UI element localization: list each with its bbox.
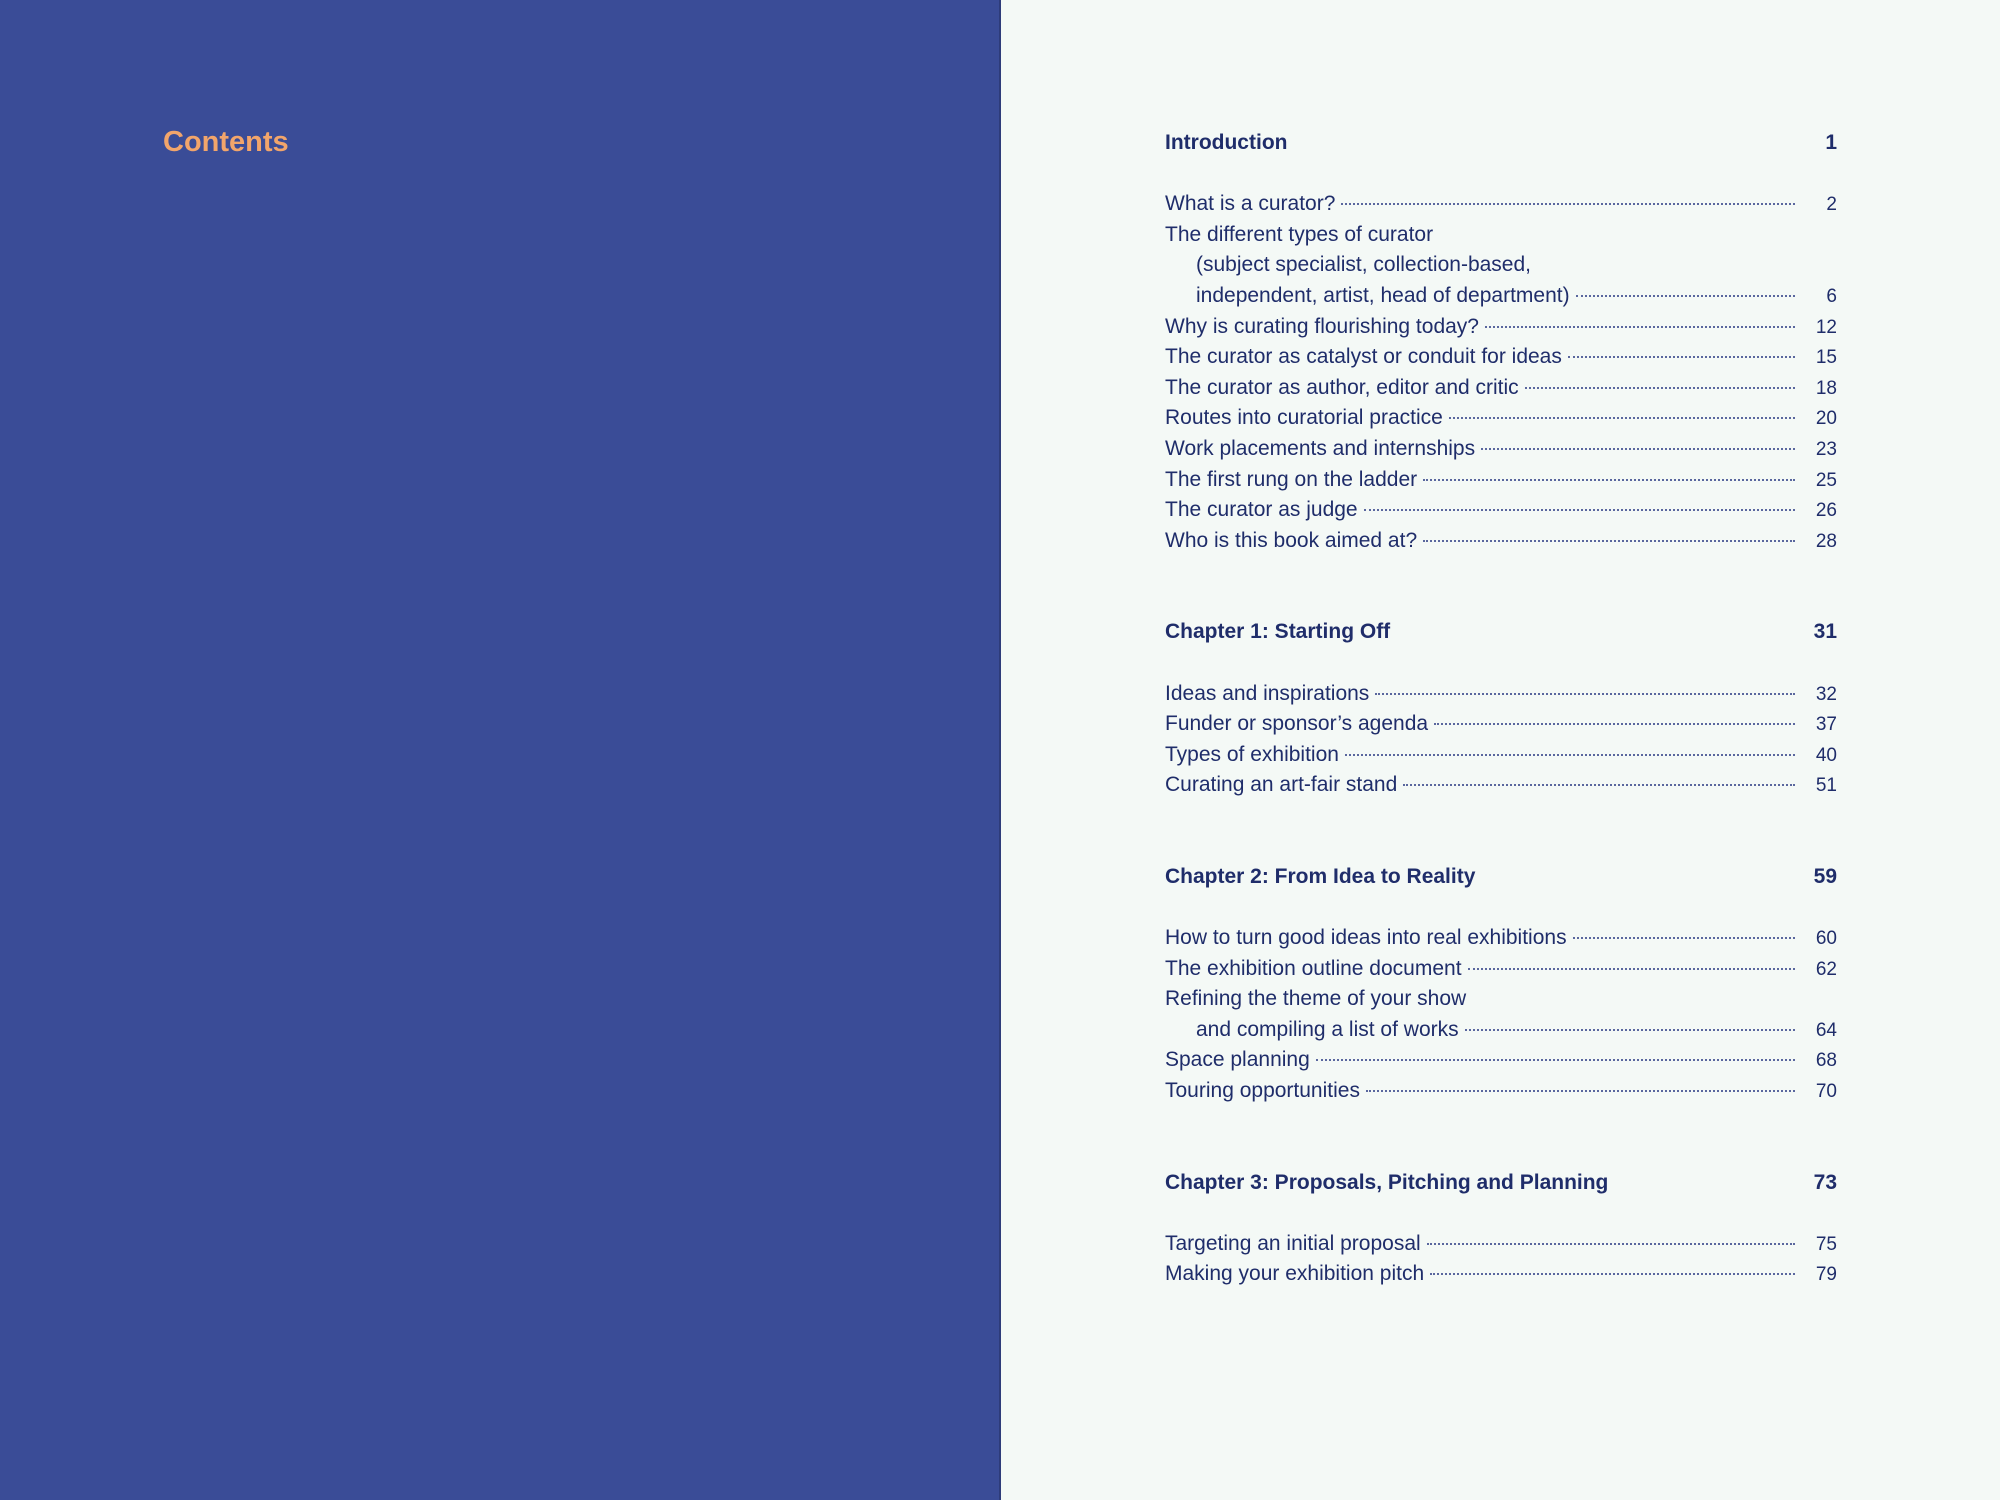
section-gap: [1165, 1107, 1837, 1168]
toc-entry-text: and compiling a list of works: [1196, 1017, 1459, 1041]
dot-leader: [1576, 295, 1795, 297]
chapter-page-number: 31: [1813, 620, 1837, 644]
toc-page-number: 75: [1815, 1233, 1837, 1255]
toc-page-number: 2: [1826, 194, 1837, 216]
dot-leader: [1423, 479, 1795, 481]
toc-entry[interactable]: [1165, 189, 1837, 220]
toc-entry-text: Ideas and inspirations: [1165, 681, 1370, 705]
toc-page-number: 70: [1815, 1081, 1837, 1103]
toc-entry[interactable]: [1165, 709, 1837, 740]
toc-entry[interactable]: [1165, 220, 1837, 251]
dot-leader: [1375, 693, 1795, 695]
toc-entry-text: Curating an art-fair stand: [1165, 773, 1398, 797]
dot-leader: [1316, 1059, 1795, 1061]
dot-leader: [1468, 968, 1795, 970]
toc-entry-text: The different types of curator: [1165, 222, 1434, 246]
dot-leader: [1525, 387, 1795, 389]
toc-entry-text: Why is curating flourishing today?: [1165, 314, 1479, 338]
toc-page-number: 40: [1815, 744, 1837, 766]
toc-entry-text: The exhibition outline document: [1165, 956, 1462, 980]
chapter-title: Introduction: [1165, 131, 1288, 154]
dot-leader: [1481, 448, 1795, 450]
dot-leader: [1366, 1090, 1795, 1092]
toc-page-number: 51: [1815, 775, 1837, 797]
toc-page-number: 20: [1815, 408, 1837, 430]
toc-entry-text: How to turn good ideas into real exhibitions: [1165, 926, 1567, 950]
toc-entry[interactable]: [1165, 495, 1837, 526]
toc-entry[interactable]: [1165, 342, 1837, 373]
toc-page-number: 26: [1815, 500, 1837, 522]
left-page: [0, 0, 999, 1500]
toc-entry-text: Who is this book aimed at?: [1165, 528, 1418, 552]
toc-entry-text: The first rung on the ladder: [1165, 467, 1418, 491]
toc-entry[interactable]: [1165, 1259, 1837, 1290]
dot-leader: [1345, 754, 1795, 756]
chapter-heading[interactable]: [1165, 862, 1837, 893]
toc-page-number: 37: [1815, 714, 1837, 736]
dot-leader: [1430, 1273, 1795, 1275]
dot-leader: [1364, 509, 1795, 511]
toc-page-number: 62: [1815, 958, 1837, 980]
dot-leader: [1427, 1243, 1795, 1245]
toc-entry[interactable]: [1165, 954, 1837, 985]
toc-page-number: 28: [1815, 530, 1837, 552]
toc-entry-text: Types of exhibition: [1165, 742, 1339, 766]
dot-leader: [1341, 203, 1795, 205]
toc-entry[interactable]: [1165, 465, 1837, 496]
toc-entry[interactable]: [1165, 984, 1837, 1015]
chapter-page-number: 73: [1813, 1170, 1837, 1194]
chapter-page-number: 59: [1813, 864, 1837, 888]
section-gap: [1165, 801, 1837, 862]
toc-page-number: 68: [1815, 1050, 1837, 1072]
dot-leader: [1465, 1029, 1795, 1031]
toc-entry[interactable]: [1165, 1076, 1837, 1107]
toc-page-number: 12: [1815, 316, 1837, 338]
dot-leader: [1423, 540, 1795, 542]
toc-entry-text: Refining the theme of your show: [1165, 987, 1467, 1011]
chapter-heading[interactable]: [1165, 128, 1837, 159]
section-gap: [1165, 556, 1837, 617]
contents-heading: Contents: [163, 126, 289, 158]
chapter-page-number: 1: [1825, 131, 1837, 154]
toc-entry[interactable]: [1165, 679, 1837, 710]
chapter-title: Chapter 2: From Idea to Reality: [1165, 864, 1476, 888]
toc-page-number: 25: [1815, 469, 1837, 491]
toc-page-number: 60: [1815, 928, 1837, 950]
toc-page-number: 79: [1815, 1264, 1837, 1286]
toc-entry[interactable]: [1165, 923, 1837, 954]
toc-entry-text: The curator as catalyst or conduit for ideas: [1165, 345, 1562, 369]
toc-entry[interactable]: [1165, 1015, 1837, 1046]
dot-leader: [1568, 356, 1795, 358]
dot-leader: [1485, 326, 1795, 328]
toc-page-number: 6: [1826, 285, 1837, 307]
dot-leader: [1573, 937, 1795, 939]
toc-page-number: 23: [1815, 438, 1837, 460]
toc-entry-text: The curator as author, editor and critic: [1165, 375, 1519, 399]
toc-entry[interactable]: [1165, 1229, 1837, 1260]
toc-entry-text: independent, artist, head of department): [1196, 283, 1570, 307]
toc-entry[interactable]: [1165, 434, 1837, 465]
toc-entry-text: Work placements and internships: [1165, 436, 1476, 460]
toc-entry-text: Targeting an initial proposal: [1165, 1231, 1421, 1255]
toc-entry-text: Space planning: [1165, 1048, 1310, 1072]
toc-page-number: 64: [1815, 1019, 1837, 1041]
toc-page-number: 18: [1815, 377, 1837, 399]
table-of-contents: [1165, 128, 1837, 1290]
toc-entry[interactable]: [1165, 740, 1837, 771]
toc-entry-text: The curator as judge: [1165, 498, 1358, 522]
toc-entry-text: (subject specialist, collection-based,: [1196, 253, 1531, 277]
toc-page-number: 15: [1815, 347, 1837, 369]
toc-page-number: 32: [1815, 683, 1837, 705]
toc-entry[interactable]: [1165, 770, 1837, 801]
toc-entry-text: Funder or sponsor’s agenda: [1165, 712, 1429, 736]
toc-entry-text: Routes into curatorial practice: [1165, 406, 1443, 430]
toc-entry-text: What is a curator?: [1165, 192, 1336, 216]
toc-entry-text: Touring opportunities: [1165, 1079, 1360, 1103]
toc-entry[interactable]: [1165, 312, 1837, 343]
toc-entry[interactable]: [1165, 281, 1837, 312]
toc-entry[interactable]: [1165, 250, 1837, 281]
chapter-heading[interactable]: [1165, 617, 1837, 648]
dot-leader: [1449, 417, 1795, 419]
toc-entry-text: Making your exhibition pitch: [1165, 1262, 1425, 1286]
toc-entry[interactable]: [1165, 1045, 1837, 1076]
chapter-heading[interactable]: [1165, 1168, 1837, 1199]
toc-entry[interactable]: [1165, 526, 1837, 557]
chapter-title: Chapter 3: Proposals, Pitching and Planning: [1165, 1170, 1609, 1194]
chapter-title: Chapter 1: Starting Off: [1165, 620, 1391, 644]
toc-entry[interactable]: [1165, 403, 1837, 434]
dot-leader: [1403, 784, 1795, 786]
toc-entry[interactable]: [1165, 373, 1837, 404]
dot-leader: [1434, 723, 1795, 725]
